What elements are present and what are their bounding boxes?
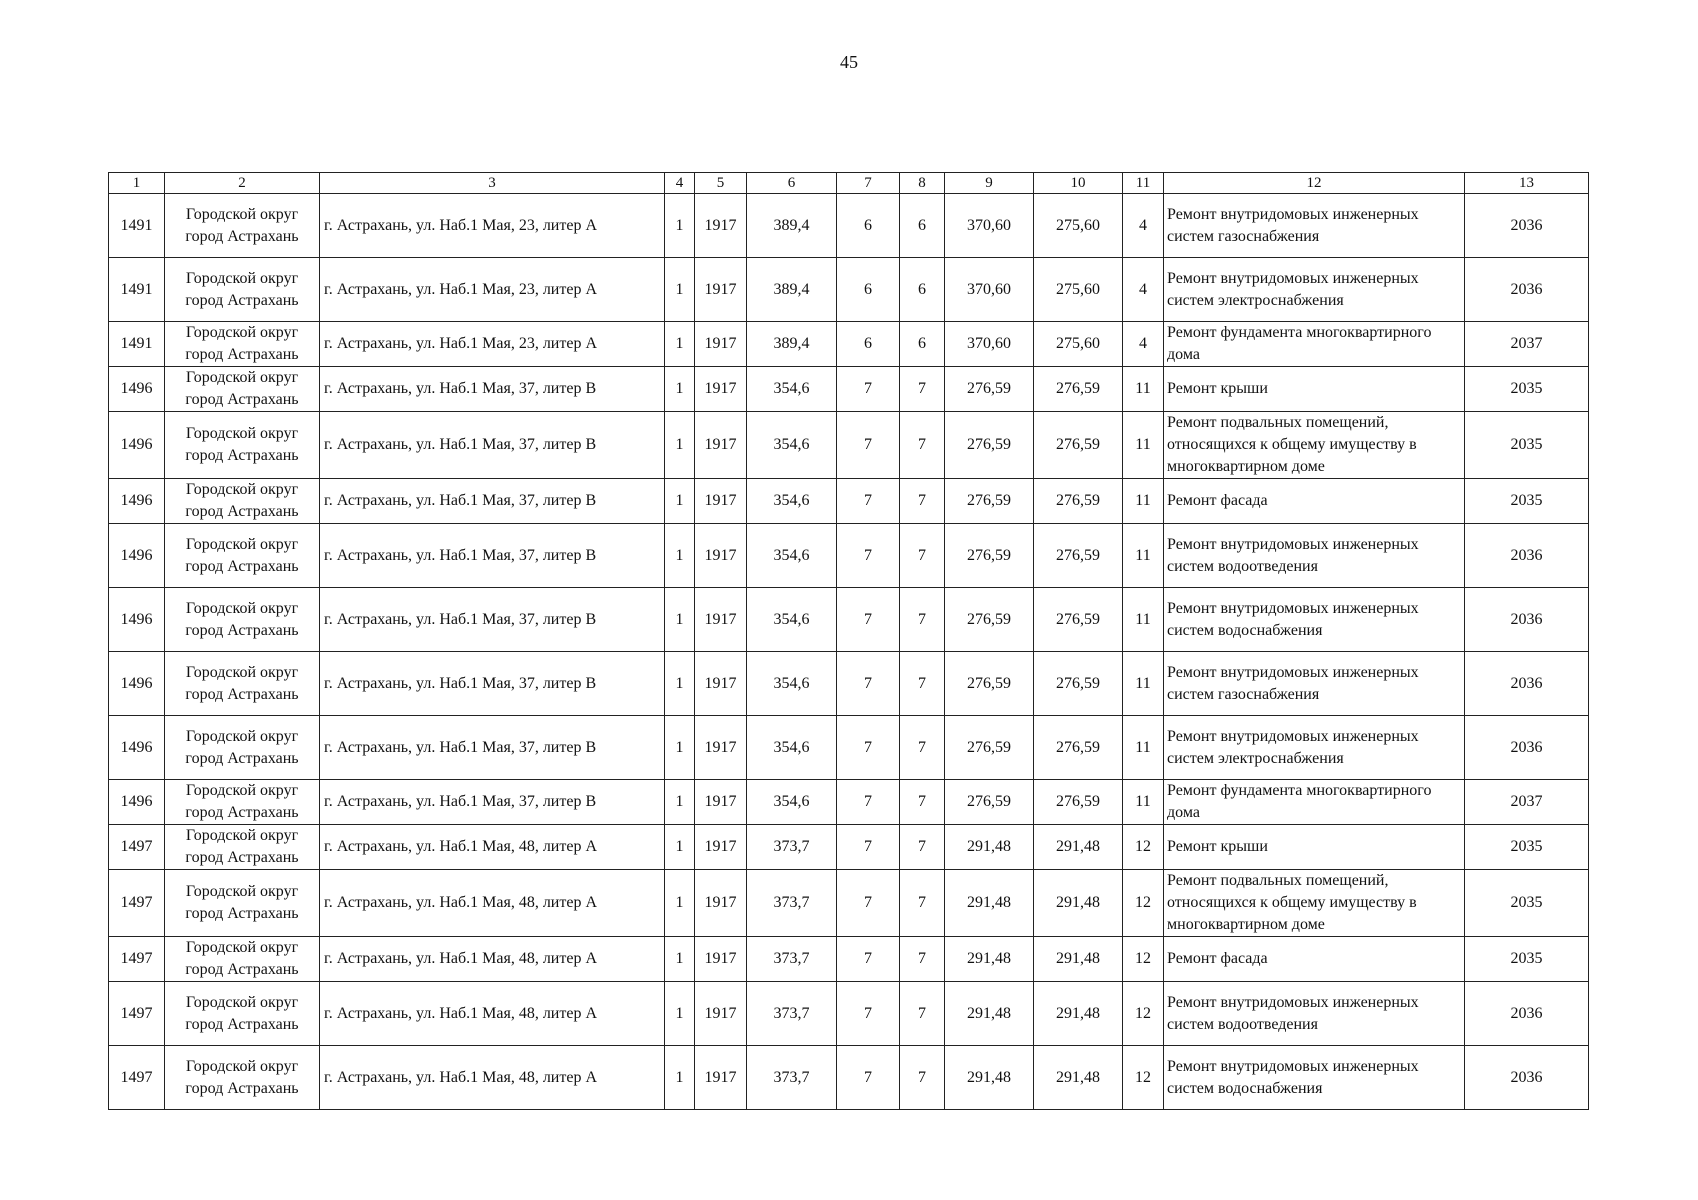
col-7-value: 6 <box>837 258 900 322</box>
col-8-value: 7 <box>900 412 945 479</box>
build-year: 1917 <box>695 982 747 1046</box>
col-8-value: 7 <box>900 367 945 412</box>
col-6-value: 354,6 <box>747 588 837 652</box>
work-type: Ремонт фасада <box>1164 937 1465 982</box>
col-8-value: 7 <box>900 870 945 937</box>
col-11-value: 11 <box>1123 524 1164 588</box>
address: г. Астрахань, ул. Наб.1 Мая, 48, литер А <box>320 982 665 1046</box>
municipality: Городской округ город Астрахань <box>165 982 320 1046</box>
col-10-value: 291,48 <box>1034 982 1123 1046</box>
record-number: 1496 <box>109 524 165 588</box>
address: г. Астрахань, ул. Наб.1 Мая, 37, литер В <box>320 412 665 479</box>
column-number: 13 <box>1465 173 1589 194</box>
col-6-value: 354,6 <box>747 524 837 588</box>
record-number: 1497 <box>109 937 165 982</box>
col-8-value: 7 <box>900 937 945 982</box>
address: г. Астрахань, ул. Наб.1 Мая, 37, литер В <box>320 716 665 780</box>
col-6-value: 354,6 <box>747 780 837 825</box>
work-type: Ремонт фундамента многоквартирного дома <box>1164 780 1465 825</box>
work-type: Ремонт подвальных помещений, относящихся к общему имуществу в многоквартирном доме <box>1164 870 1465 937</box>
col-10-value: 276,59 <box>1034 412 1123 479</box>
col-4-value: 1 <box>665 870 695 937</box>
table-row <box>109 322 1589 367</box>
col-8-value: 7 <box>900 825 945 870</box>
work-type: Ремонт внутридомовых инженерных систем газоснабжения <box>1164 194 1465 258</box>
build-year: 1917 <box>695 258 747 322</box>
column-number: 6 <box>747 173 837 194</box>
col-8-value: 7 <box>900 982 945 1046</box>
column-number: 9 <box>945 173 1034 194</box>
col-10-value: 291,48 <box>1034 825 1123 870</box>
work-type: Ремонт крыши <box>1164 367 1465 412</box>
address: г. Астрахань, ул. Наб.1 Мая, 23, литер А <box>320 258 665 322</box>
col-7-value: 7 <box>837 780 900 825</box>
planned-year: 2036 <box>1465 716 1589 780</box>
build-year: 1917 <box>695 652 747 716</box>
table-row <box>109 258 1589 322</box>
table-row <box>109 716 1589 780</box>
col-6-value: 389,4 <box>747 258 837 322</box>
col-11-value: 11 <box>1123 716 1164 780</box>
col-11-value: 12 <box>1123 937 1164 982</box>
col-7-value: 6 <box>837 194 900 258</box>
address: г. Астрахань, ул. Наб.1 Мая, 37, литер В <box>320 588 665 652</box>
col-4-value: 1 <box>665 258 695 322</box>
col-4-value: 1 <box>665 194 695 258</box>
col-7-value: 7 <box>837 825 900 870</box>
work-type: Ремонт подвальных помещений, относящихся к общему имуществу в многоквартирном доме <box>1164 412 1465 479</box>
col-10-value: 276,59 <box>1034 652 1123 716</box>
work-type: Ремонт фундамента многоквартирного дома <box>1164 322 1465 367</box>
col-8-value: 7 <box>900 780 945 825</box>
col-9-value: 276,59 <box>945 588 1034 652</box>
col-6-value: 389,4 <box>747 322 837 367</box>
table-row <box>109 194 1589 258</box>
table-row <box>109 652 1589 716</box>
record-number: 1496 <box>109 479 165 524</box>
record-number: 1496 <box>109 780 165 825</box>
column-number: 10 <box>1034 173 1123 194</box>
record-number: 1496 <box>109 412 165 479</box>
work-type: Ремонт внутридомовых инженерных систем электроснабжения <box>1164 258 1465 322</box>
build-year: 1917 <box>695 716 747 780</box>
col-11-value: 11 <box>1123 412 1164 479</box>
col-11-value: 12 <box>1123 870 1164 937</box>
col-8-value: 6 <box>900 322 945 367</box>
col-8-value: 7 <box>900 652 945 716</box>
column-number: 8 <box>900 173 945 194</box>
column-number: 1 <box>109 173 165 194</box>
col-7-value: 7 <box>837 412 900 479</box>
col-7-value: 7 <box>837 367 900 412</box>
column-number: 5 <box>695 173 747 194</box>
planned-year: 2036 <box>1465 524 1589 588</box>
col-8-value: 7 <box>900 1046 945 1110</box>
planned-year: 2035 <box>1465 870 1589 937</box>
col-4-value: 1 <box>665 937 695 982</box>
col-7-value: 7 <box>837 652 900 716</box>
col-10-value: 275,60 <box>1034 194 1123 258</box>
address: г. Астрахань, ул. Наб.1 Мая, 37, литер В <box>320 524 665 588</box>
col-6-value: 373,7 <box>747 825 837 870</box>
address: г. Астрахань, ул. Наб.1 Мая, 48, литер А <box>320 870 665 937</box>
planned-year: 2035 <box>1465 825 1589 870</box>
col-11-value: 11 <box>1123 652 1164 716</box>
planned-year: 2035 <box>1465 937 1589 982</box>
column-number-row <box>109 173 1589 194</box>
col-10-value: 276,59 <box>1034 524 1123 588</box>
address: г. Астрахань, ул. Наб.1 Мая, 48, литер А <box>320 1046 665 1110</box>
work-type: Ремонт внутридомовых инженерных систем водоотведения <box>1164 982 1465 1046</box>
record-number: 1491 <box>109 258 165 322</box>
col-6-value: 354,6 <box>747 412 837 479</box>
col-9-value: 276,59 <box>945 367 1034 412</box>
build-year: 1917 <box>695 412 747 479</box>
work-type: Ремонт внутридомовых инженерных систем газоснабжения <box>1164 652 1465 716</box>
col-9-value: 291,48 <box>945 982 1034 1046</box>
col-4-value: 1 <box>665 479 695 524</box>
col-10-value: 276,59 <box>1034 588 1123 652</box>
table-row <box>109 780 1589 825</box>
municipality: Городской округ город Астрахань <box>165 479 320 524</box>
work-type: Ремонт крыши <box>1164 825 1465 870</box>
col-10-value: 276,59 <box>1034 367 1123 412</box>
build-year: 1917 <box>695 194 747 258</box>
col-7-value: 7 <box>837 524 900 588</box>
address: г. Астрахань, ул. Наб.1 Мая, 37, литер В <box>320 652 665 716</box>
build-year: 1917 <box>695 524 747 588</box>
address: г. Астрахань, ул. Наб.1 Мая, 23, литер А <box>320 194 665 258</box>
record-number: 1497 <box>109 870 165 937</box>
build-year: 1917 <box>695 825 747 870</box>
col-9-value: 276,59 <box>945 524 1034 588</box>
address: г. Астрахань, ул. Наб.1 Мая, 48, литер А <box>320 825 665 870</box>
record-number: 1497 <box>109 982 165 1046</box>
col-6-value: 389,4 <box>747 194 837 258</box>
col-9-value: 276,59 <box>945 652 1034 716</box>
record-number: 1491 <box>109 322 165 367</box>
municipality: Городской округ город Астрахань <box>165 322 320 367</box>
municipality: Городской округ город Астрахань <box>165 367 320 412</box>
address: г. Астрахань, ул. Наб.1 Мая, 23, литер А <box>320 322 665 367</box>
col-6-value: 354,6 <box>747 716 837 780</box>
col-7-value: 7 <box>837 716 900 780</box>
build-year: 1917 <box>695 322 747 367</box>
work-type: Ремонт внутридомовых инженерных систем водоснабжения <box>1164 1046 1465 1110</box>
record-number: 1496 <box>109 367 165 412</box>
build-year: 1917 <box>695 870 747 937</box>
col-8-value: 7 <box>900 716 945 780</box>
planned-year: 2036 <box>1465 1046 1589 1110</box>
planned-year: 2037 <box>1465 322 1589 367</box>
col-4-value: 1 <box>665 367 695 412</box>
col-9-value: 291,48 <box>945 1046 1034 1110</box>
municipality: Городской округ город Астрахань <box>165 652 320 716</box>
record-number: 1496 <box>109 588 165 652</box>
col-9-value: 291,48 <box>945 870 1034 937</box>
address: г. Астрахань, ул. Наб.1 Мая, 37, литер В <box>320 780 665 825</box>
col-6-value: 354,6 <box>747 367 837 412</box>
work-type: Ремонт внутридомовых инженерных систем водоотведения <box>1164 524 1465 588</box>
col-7-value: 7 <box>837 1046 900 1110</box>
table-row <box>109 982 1589 1046</box>
table-row <box>109 479 1589 524</box>
col-11-value: 12 <box>1123 825 1164 870</box>
col-4-value: 1 <box>665 825 695 870</box>
municipality: Городской округ город Астрахань <box>165 780 320 825</box>
municipality: Городской округ город Астрахань <box>165 194 320 258</box>
table-row <box>109 412 1589 479</box>
column-number: 12 <box>1164 173 1465 194</box>
col-11-value: 4 <box>1123 194 1164 258</box>
col-11-value: 4 <box>1123 322 1164 367</box>
planned-year: 2036 <box>1465 258 1589 322</box>
planned-year: 2035 <box>1465 479 1589 524</box>
municipality: Городской округ город Астрахань <box>165 937 320 982</box>
col-6-value: 373,7 <box>747 937 837 982</box>
col-4-value: 1 <box>665 982 695 1046</box>
col-9-value: 370,60 <box>945 194 1034 258</box>
col-9-value: 291,48 <box>945 825 1034 870</box>
table-row <box>109 588 1589 652</box>
col-10-value: 275,60 <box>1034 258 1123 322</box>
work-type: Ремонт внутридомовых инженерных систем водоснабжения <box>1164 588 1465 652</box>
planned-year: 2036 <box>1465 982 1589 1046</box>
work-type: Ремонт фасада <box>1164 479 1465 524</box>
col-11-value: 4 <box>1123 258 1164 322</box>
col-4-value: 1 <box>665 1046 695 1110</box>
municipality: Городской округ город Астрахань <box>165 412 320 479</box>
col-4-value: 1 <box>665 524 695 588</box>
col-11-value: 11 <box>1123 367 1164 412</box>
address: г. Астрахань, ул. Наб.1 Мая, 37, литер В <box>320 479 665 524</box>
build-year: 1917 <box>695 1046 747 1110</box>
column-number: 4 <box>665 173 695 194</box>
col-6-value: 373,7 <box>747 982 837 1046</box>
address: г. Астрахань, ул. Наб.1 Мая, 37, литер В <box>320 367 665 412</box>
planned-year: 2036 <box>1465 652 1589 716</box>
column-number: 11 <box>1123 173 1164 194</box>
planned-year: 2035 <box>1465 412 1589 479</box>
municipality: Городской округ город Астрахань <box>165 524 320 588</box>
table-row <box>109 524 1589 588</box>
record-number: 1496 <box>109 652 165 716</box>
col-9-value: 370,60 <box>945 322 1034 367</box>
col-9-value: 276,59 <box>945 412 1034 479</box>
build-year: 1917 <box>695 780 747 825</box>
table-row <box>109 825 1589 870</box>
municipality: Городской округ город Астрахань <box>165 825 320 870</box>
col-7-value: 7 <box>837 870 900 937</box>
page-number: 45 <box>840 52 858 72</box>
col-9-value: 276,59 <box>945 780 1034 825</box>
col-9-value: 276,59 <box>945 716 1034 780</box>
table-row <box>109 1046 1589 1110</box>
column-number: 3 <box>320 173 665 194</box>
capital-repair-table <box>108 172 1589 1110</box>
col-4-value: 1 <box>665 652 695 716</box>
col-7-value: 7 <box>837 982 900 1046</box>
col-8-value: 7 <box>900 524 945 588</box>
planned-year: 2035 <box>1465 367 1589 412</box>
col-8-value: 6 <box>900 258 945 322</box>
col-6-value: 354,6 <box>747 479 837 524</box>
col-6-value: 354,6 <box>747 652 837 716</box>
col-8-value: 6 <box>900 194 945 258</box>
col-11-value: 12 <box>1123 1046 1164 1110</box>
table-row <box>109 870 1589 937</box>
build-year: 1917 <box>695 937 747 982</box>
col-10-value: 275,60 <box>1034 322 1123 367</box>
col-8-value: 7 <box>900 588 945 652</box>
col-10-value: 291,48 <box>1034 937 1123 982</box>
table-row <box>109 937 1589 982</box>
col-4-value: 1 <box>665 322 695 367</box>
col-10-value: 291,48 <box>1034 1046 1123 1110</box>
work-type: Ремонт внутридомовых инженерных систем электроснабжения <box>1164 716 1465 780</box>
column-number: 7 <box>837 173 900 194</box>
col-4-value: 1 <box>665 588 695 652</box>
col-4-value: 1 <box>665 412 695 479</box>
col-7-value: 6 <box>837 322 900 367</box>
col-7-value: 7 <box>837 937 900 982</box>
col-10-value: 276,59 <box>1034 780 1123 825</box>
record-number: 1491 <box>109 194 165 258</box>
municipality: Городской округ город Астрахань <box>165 870 320 937</box>
municipality: Городской округ город Астрахань <box>165 716 320 780</box>
col-9-value: 276,59 <box>945 479 1034 524</box>
municipality: Городской округ город Астрахань <box>165 1046 320 1110</box>
build-year: 1917 <box>695 588 747 652</box>
col-6-value: 373,7 <box>747 1046 837 1110</box>
planned-year: 2037 <box>1465 780 1589 825</box>
municipality: Городской округ город Астрахань <box>165 258 320 322</box>
col-7-value: 7 <box>837 588 900 652</box>
col-11-value: 11 <box>1123 479 1164 524</box>
planned-year: 2036 <box>1465 588 1589 652</box>
record-number: 1497 <box>109 825 165 870</box>
municipality: Городской округ город Астрахань <box>165 588 320 652</box>
col-4-value: 1 <box>665 716 695 780</box>
build-year: 1917 <box>695 367 747 412</box>
col-6-value: 373,7 <box>747 870 837 937</box>
col-10-value: 276,59 <box>1034 716 1123 780</box>
record-number: 1497 <box>109 1046 165 1110</box>
table-row <box>109 367 1589 412</box>
col-4-value: 1 <box>665 780 695 825</box>
col-11-value: 11 <box>1123 780 1164 825</box>
col-9-value: 291,48 <box>945 937 1034 982</box>
col-8-value: 7 <box>900 479 945 524</box>
col-9-value: 370,60 <box>945 258 1034 322</box>
col-10-value: 291,48 <box>1034 870 1123 937</box>
col-11-value: 12 <box>1123 982 1164 1046</box>
record-number: 1496 <box>109 716 165 780</box>
col-10-value: 276,59 <box>1034 479 1123 524</box>
planned-year: 2036 <box>1465 194 1589 258</box>
address: г. Астрахань, ул. Наб.1 Мая, 48, литер А <box>320 937 665 982</box>
column-number: 2 <box>165 173 320 194</box>
col-11-value: 11 <box>1123 588 1164 652</box>
col-7-value: 7 <box>837 479 900 524</box>
build-year: 1917 <box>695 479 747 524</box>
